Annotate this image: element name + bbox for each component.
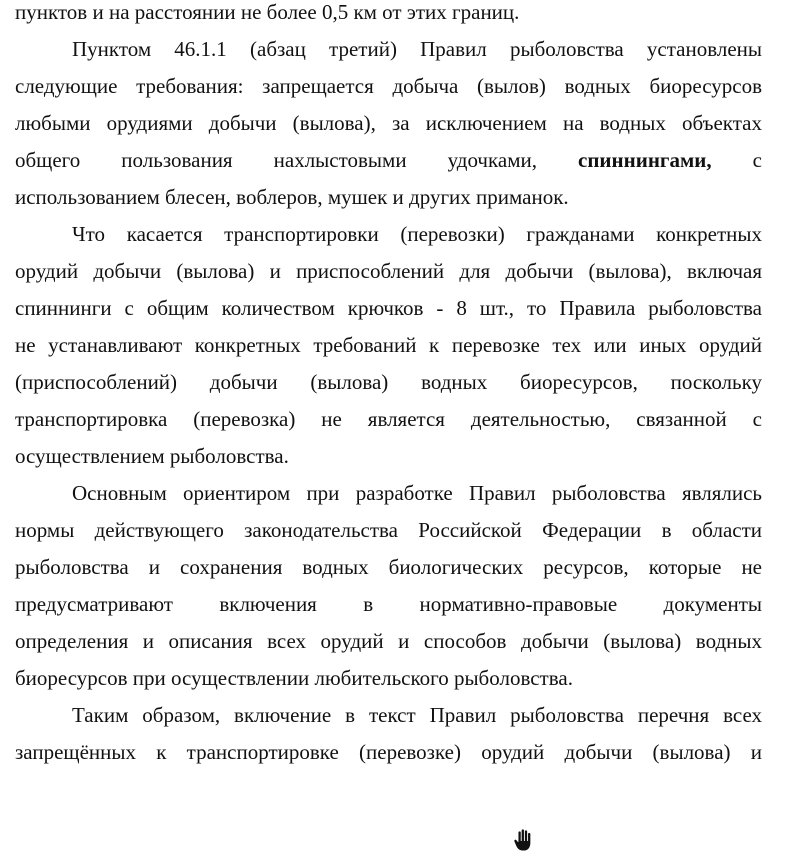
text-segment: общего пользования нахлыстовыми удочками, xyxy=(15,148,579,172)
text-line: нормы действующего законодательства Российской Федерации в области xyxy=(15,518,762,542)
text-line: пунктов и на расстоянии не более 0,5 км от этих границ. xyxy=(15,0,520,24)
text-line: не устанавливают конкретных требований к перевозке тех или иных орудий xyxy=(15,333,762,357)
text-segment: с xyxy=(711,148,762,172)
text-line: орудий добычи (вылова) и приспособлений для добычи (вылова), включая xyxy=(15,259,762,283)
text-line: (приспособлений) добычи (вылова) водных биоресурсов, поскольку xyxy=(15,370,762,394)
document-page xyxy=(15,0,762,771)
text-line: осуществлением рыболовства. xyxy=(15,444,289,468)
text-line: любыми орудиями добычи (вылова), за исключением на водных объектах xyxy=(15,111,762,135)
text-line: Пунктом 46.1.1 (абзац третий) Правил рыболовства установлены xyxy=(72,37,762,61)
text-line: Основным ориентиром при разработке Правил рыболовства являлись xyxy=(72,481,762,505)
paragraph-legislation xyxy=(15,475,762,697)
hand-cursor-icon xyxy=(511,827,537,853)
text-line: Таким образом, включение в текст Правил рыболовства перечня всех xyxy=(72,703,762,727)
paragraph-conclusion xyxy=(15,697,762,771)
text-line-with-bold xyxy=(15,142,762,179)
bold-term-spinnings: спиннингами, xyxy=(578,148,712,172)
text-line: биоресурсов при осуществлении любительского рыболовства. xyxy=(15,666,573,690)
text-line: определения и описания всех орудий и способов добычи (вылова) водных xyxy=(15,629,762,653)
text-line: следующие требования: запрещается добыча (вылов) водных биоресурсов xyxy=(15,74,762,98)
text-line: транспортировка (перевозка) не является деятельностью, связанной с xyxy=(15,407,762,431)
text-line: запрещённых к транспортировке (перевозке) орудий добычи (вылова) и xyxy=(15,740,762,764)
text-line: рыболовства и сохранения водных биологических ресурсов, которые не xyxy=(15,555,762,579)
paragraph-rule-46-1-1 xyxy=(15,31,762,216)
text-line: предусматривают включения в нормативно-правовые документы xyxy=(15,592,762,616)
text-line: использованием блесен, воблеров, мушек и других приманок. xyxy=(15,185,569,209)
text-line: спиннинги с общим количеством крючков - 8 шт., то Правила рыболовства xyxy=(15,296,762,320)
paragraph-transportation xyxy=(15,216,762,475)
paragraph-continuation xyxy=(15,0,762,31)
text-line: Что касается транспортировки (перевозки) гражданами конкретных xyxy=(72,222,762,246)
